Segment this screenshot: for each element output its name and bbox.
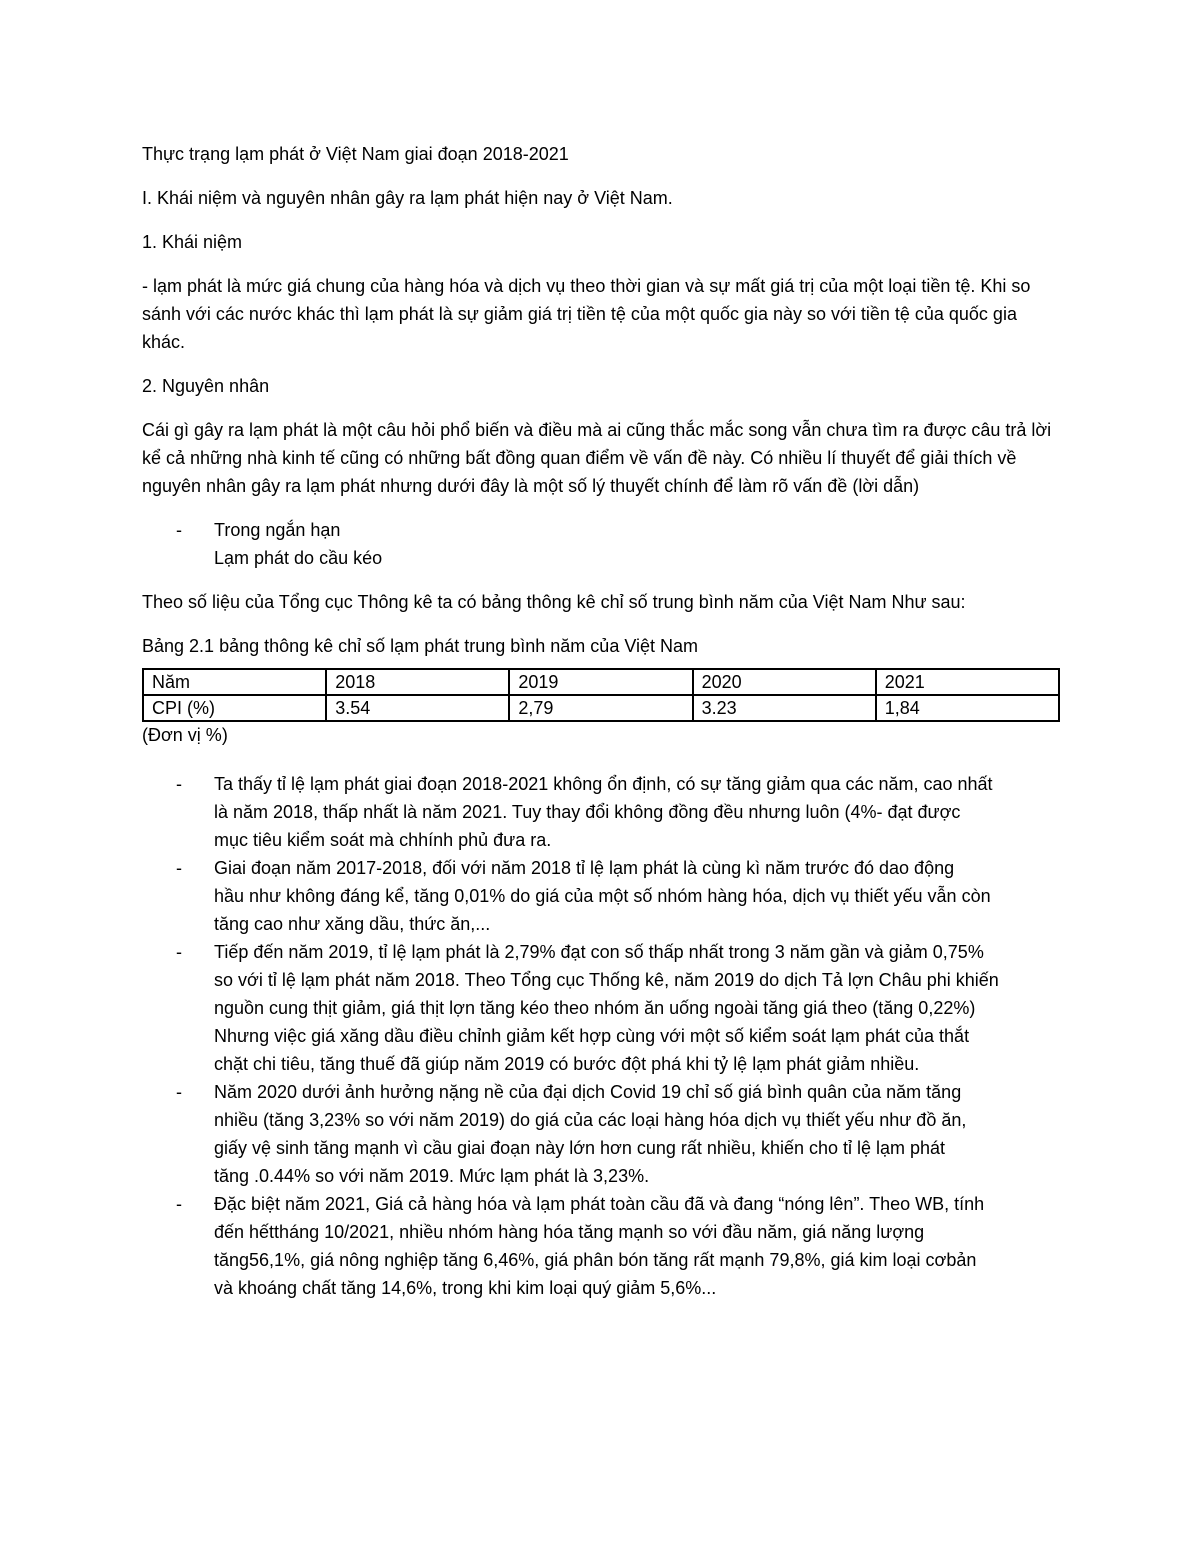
bullet-line: chặt chi tiêu, tăng thuế đã giúp năm 2019 có bước đột phá khi tỷ lệ lạm phát giảm nhiều. (214, 1054, 920, 1074)
table-cell: 3.23 (693, 695, 876, 721)
cpi-table (142, 668, 1060, 722)
dash-bullet-icon: - (176, 1082, 182, 1102)
table-row (143, 695, 1059, 721)
table-cell: 2020 (693, 669, 876, 695)
concept-heading: 1. Khái niệm (142, 232, 243, 252)
unit-note: (Đơn vị %) (142, 725, 228, 745)
table-cell: 3.54 (326, 695, 509, 721)
bullet-line: tăng cao như xăng dầu, thức ăn,... (214, 914, 491, 934)
table-cell: 2,79 (509, 695, 692, 721)
bullet-line: tăng .0.44% so với năm 2019. Mức lạm phát là 3,23%. (214, 1166, 650, 1186)
cause-paragraph: Cái gì gây ra lạm phát là một câu hỏi phổ biến và điều mà ai cũng thắc mắc song vẫn chưa tìm ra được câu trả lời kể cả những nhà kinh tế cũng có những bất đồng quan điểm về vấn đề này. Có nhiều lí thuyết để giải thích về nguyên nhân gây ra lạm phát nhưng dưới đây là một số lý thuyết chính để làm rõ vấn đề (lời dẫn) (142, 420, 1052, 496)
short-term-label: Trong ngắn hạn (214, 520, 341, 540)
bullet-line: và khoáng chất tăng 14,6%, trong khi kim loại quý giảm 5,6%... (214, 1278, 717, 1298)
bullet-line: nguồn cung thịt giảm, giá thịt lợn tăng kéo theo nhóm ăn uống ngoài tăng giá theo (tăng 0,22%) (214, 998, 976, 1018)
table-cell: 1,84 (876, 695, 1059, 721)
analysis-list (142, 770, 1062, 1302)
list-item (142, 1078, 1062, 1190)
bullet-line: so với tỉ lệ lạm phát năm 2018. Theo Tổng cục Thống kê, năm 2019 do dịch Tả lợn Châu phi khiến (214, 970, 999, 990)
dash-bullet-icon: - (176, 858, 182, 878)
bullet-line: Giai đoạn năm 2017-2018, đối với năm 2018 tỉ lệ lạm phát là cùng kì năm trước đó dao động (214, 858, 955, 878)
bullet-line: Nhưng việc giá xăng dầu điều chỉnh giảm kết hợp cùng với một số kiểm soát lạm phát của thắt (214, 1026, 970, 1046)
bullet-line: đến hếttháng 10/2021, nhiều nhóm hàng hóa tăng mạnh so với đầu năm, giá năng lượng (214, 1222, 925, 1242)
table-cell: Năm (143, 669, 326, 695)
dash-bullet-icon: - (176, 1194, 182, 1214)
bullet-line: Tiếp đến năm 2019, tỉ lệ lạm phát là 2,79% đạt con số thấp nhất trong 3 năm gần và giảm 0,75% (214, 942, 984, 962)
section-heading: I. Khái niệm và nguyên nhân gây ra lạm phát hiện nay ở Việt Nam. (142, 188, 673, 208)
list-item (142, 1190, 1062, 1302)
bullet-line: tăng56,1%, giá nông nghiệp tăng 6,46%, giá phân bón tăng rất mạnh 79,8%, giá kim loại cơbản (214, 1250, 977, 1270)
dash-bullet-icon: - (176, 942, 182, 962)
bullet-line: nhiều (tăng 3,23% so với năm 2019) do giá của các loại hàng hóa dịch vụ thiết yếu như đồ ăn, (214, 1110, 967, 1130)
cause-heading: 2. Nguyên nhân (142, 376, 270, 396)
table-cell: 2019 (509, 669, 692, 695)
table-cell: CPI (%) (143, 695, 326, 721)
table-header-row (143, 669, 1059, 695)
document-page (142, 140, 1062, 1302)
concept-paragraph: - lạm phát là mức giá chung của hàng hóa và dịch vụ theo thời gian và sự mất giá trị của một loại tiền tệ. Khi so sánh với các nước khác thì lạm phát là sự giảm giá trị tiền tệ của một quốc gia này so với tiền tệ của quốc gia khác. (142, 276, 1031, 352)
list-item (142, 516, 1062, 572)
document-title: Thực trạng lạm phát ở Việt Nam giai đoạn 2018-2021 (142, 144, 569, 164)
bullet-line: Đặc biệt năm 2021, Giá cả hàng hóa và lạm phát toàn cầu đã và đang “nóng lên”. Theo WB, tính (214, 1194, 985, 1214)
bullet-line: hầu như không đáng kể, tăng 0,01% do giá của một số nhóm hàng hóa, dịch vụ thiết yếu vẫn còn (214, 886, 991, 906)
bullet-line: Năm 2020 dưới ảnh hưởng nặng nề của đại dịch Covid 19 chỉ số giá bình quân của năm tăng (214, 1082, 962, 1102)
table-caption: Bảng 2.1 bảng thông kê chỉ số lạm phát trung bình năm của Việt Nam (142, 636, 699, 656)
list-item (142, 770, 1062, 854)
bullet-line: Ta thấy tỉ lệ lạm phát giai đoạn 2018-2021 không ổn định, có sự tăng giảm qua các năm, cao nhất (214, 774, 993, 794)
stats-intro: Theo số liệu của Tổng cục Thông kê ta có bảng thông kê chỉ số trung bình năm của Việt Nam Như sau: (142, 592, 966, 612)
bullet-line: mục tiêu kiểm soát mà chhính phủ đưa ra. (214, 830, 552, 850)
table-cell: 2021 (876, 669, 1059, 695)
demand-pull-label: Lạm phát do cầu kéo (214, 548, 383, 568)
list-item (142, 854, 1062, 938)
table-cell: 2018 (326, 669, 509, 695)
list-item (142, 938, 1062, 1078)
dash-bullet-icon: - (176, 774, 182, 794)
bullet-line: là năm 2018, thấp nhất là năm 2021. Tuy thay đổi không đồng đều nhưng luôn (4%- đạt được (214, 802, 961, 822)
short-term-list (142, 516, 1062, 572)
dash-bullet-icon: - (176, 520, 182, 540)
bullet-line: giấy vệ sinh tăng mạnh vì cầu giai đoạn này lớn hơn cung rất nhiều, khiến cho tỉ lệ lạm phát (214, 1138, 946, 1158)
